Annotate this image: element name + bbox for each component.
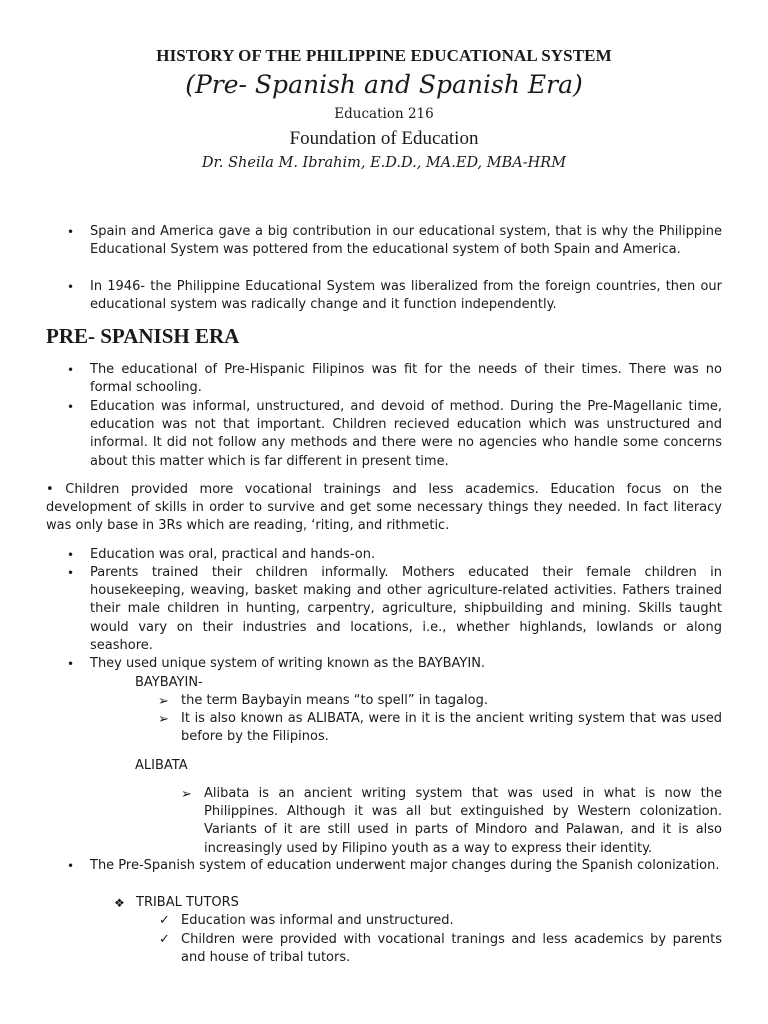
course-code: Education 216 [334,106,434,122]
tribal-label: TRIBAL TUTORS [136,895,239,910]
bullet-icon: • [67,280,75,294]
course-title: Foundation of Education [289,128,479,149]
arrow-bullet-icon: ➢ [158,694,169,709]
pre-item: Education was informal, unstructured, and devoid of method. During the Pre-Magellanic time, education was not that important. Children recieved education which was unstructured and informal. It did not follow any methods and there were no agencies who handle some concerns about this matter which is far different in present time. [90,399,722,469]
more-item: They used unique system of writing known as the BAYBAYIN. [90,656,486,671]
more-item: Education was oral, practical and hands-on. [90,547,376,562]
bullet-icon: • [67,400,75,414]
bullet-icon: • [67,859,75,873]
bullet-icon: • [67,657,75,671]
intro-item: In 1946- the Philippine Educational System was liberalized from the foreign countries, then our educational system was radically change and it function independently. [90,279,722,313]
document-title: HISTORY OF THE PHILIPPINE EDUCATIONAL SYSTEM [156,46,612,65]
alibata-item: Alibata is an ancient writing system that was used in what is now the Philippines. Although it was all but extinguished by Western colonization. Variants of it are still used in parts of Mindoro and Palawan, and it is also increasingly used by Filipino youth as a way to express their identity. [204,786,722,856]
check-icon: ✓ [159,913,170,928]
intro-item: Spain and America gave a big contribution in our educational system, that is why the Philippine Educational System was pottered from the educational system of both Spain and America. [90,224,722,258]
tribal-item: Education was informal and unstructured. [181,913,454,928]
tribal-item: Children were provided with vocational tranings and less academics by parents and house of tribal tutors. [181,932,722,966]
diamond-bullet-icon: ❖ [114,896,125,910]
more-item: Parents trained their children informally. Mothers educated their female children in housekeeping, weaving, basket making and other agriculture-related activities. Fathers trained their male children in hunting, carpentry, agriculture, shipbuilding and mining. Skills taught would vary on their industries and locations, i.e., whether highlands, lowlands or along seashore. [90,565,722,653]
final-item: The Pre-Spanish system of education underwent major changes during the Spanish colonization. [90,858,720,873]
baybayin-item: It is also known as ALIBATA, were in it is the ancient writing system that was used before by the Filipinos. [181,711,722,745]
alibata-label: ALIBATA [135,758,188,773]
bullet-icon: • [67,548,75,562]
bullet-icon: • [67,225,75,239]
check-icon: ✓ [159,932,170,947]
arrow-bullet-icon: ➢ [181,787,192,802]
section-heading: PRE- SPANISH ERA [46,324,240,348]
baybayin-item: the term Baybayin means “to spell” in tagalog. [181,693,488,708]
baybayin-label: BAYBAYIN- [135,675,203,690]
paragraph: • Children provided more vocational trainings and less academics. Education focus on the development of skills in order to survive and get some necessary things they needed. In fact literacy was only base in 3Rs which are reading, ‘riting, and rithmetic. [46,482,722,534]
author-line: Dr. Sheila M. Ibrahim, E.D.D., MA.ED, MBA-HRM [201,155,567,171]
bullet-icon: • [67,566,75,580]
pre-item: The educational of Pre-Hispanic Filipinos was fit for the needs of their times. There was no formal schooling. [90,362,722,396]
arrow-bullet-icon: ➢ [158,712,169,727]
bullet-icon: • [67,363,75,377]
document-subtitle: (Pre- Spanish and Spanish Era) [185,70,583,99]
